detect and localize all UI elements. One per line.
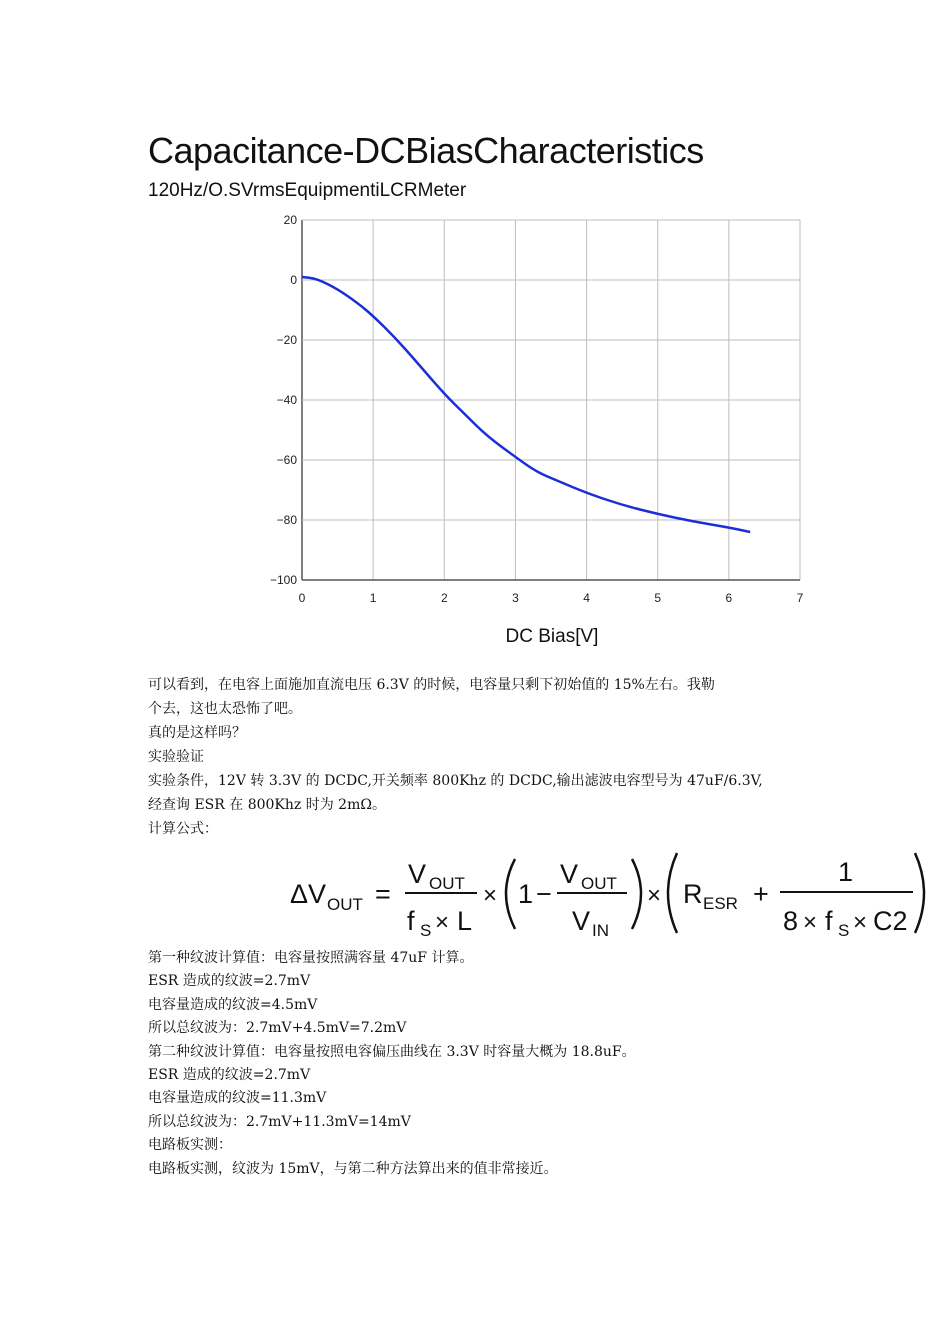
formula-sub: OUT [581,874,617,893]
paragraph-calculation [148,947,828,1181]
chart-series [302,277,750,532]
formula-times: × [483,882,498,909]
page-title: Capacitance-DCBiasCharacteristics [148,130,704,171]
formula-one: 1 [518,879,534,909]
y-tick-label: 20 [283,213,297,227]
y-tick-label: −100 [269,573,297,587]
formula-times: × [647,882,662,909]
x-tick-label: 3 [512,591,519,605]
text-line: 可以看到，在电容上面施加直流电压 6.3V 的时候，电容量只剩下初始值的 15%左右。我勒 [148,677,715,693]
ripple-formula [285,845,930,940]
text-line: 电容量造成的纹波=11.3mV [148,1090,327,1107]
capacitance-dcbias-chart [255,210,815,650]
formula-eq: = [375,879,391,909]
formula-times: × [853,909,868,936]
chart-xlabel: DC Bias[V] [505,626,599,647]
x-tick-label: 2 [440,591,448,605]
y-tick-label: −60 [276,453,297,467]
text-line: ESR 造成的纹波=2.7mV [148,973,311,990]
y-tick-label: 0 [290,273,297,287]
x-tick-label: 5 [654,591,662,605]
formula-sub: S [420,921,432,940]
x-tick-label: 1 [369,591,377,605]
x-tick-label: 4 [583,591,590,605]
text-line: 第一种纹波计算值：电容量按照满容量 47uF 计算。 [148,950,474,966]
y-tick-label: −20 [276,333,297,347]
formula-sub: ESR [703,894,738,913]
formula-v: V [560,859,579,889]
formula-v: V [572,906,591,936]
formula-minus: − [536,879,552,909]
text-line: 所以总纹波为：2.7mV+4.5mV=7.2mV [148,1020,407,1037]
text-line: 第二种纹波计算值：电容量按照电容偏压曲线在 3.3V 时容量大概为 18.8uF。 [148,1043,636,1060]
text-line: 个去，这也太恐怖了吧。 [148,701,302,717]
text-line: 真的是这样吗？ [148,725,246,741]
x-tick-label: 0 [298,591,306,605]
formula-times: × [803,909,818,936]
text-line: 经查询 ESR 在 800Khz 时为 2mΩ。 [148,797,386,813]
formula-eight: 8 [783,906,799,936]
text-line: 实验条件，12V 转 3.3V 的 DCDC,开关频率 800Khz 的 DCDC,输出滤波电容型号为 47uF/6.3V, [148,773,763,789]
formula-sub: S [838,921,850,940]
series-line [302,277,750,532]
x-tick-label: 6 [725,591,733,605]
formula-one: 1 [838,857,854,887]
formula-r: R [683,879,703,909]
formula-sub: OUT [327,895,363,914]
formula-sub: OUT [429,874,465,893]
text-line: 计算公式： [148,821,218,837]
formula-times: × [435,909,450,936]
formula-l: L [457,906,473,936]
section-heading: 实验验证 [148,749,204,765]
text-line: 电容量造成的纹波=4.5mV [148,996,318,1013]
chart-ticks [270,213,804,605]
y-tick-label: −40 [276,393,297,407]
text-line: ESR 造成的纹波=2.7mV [148,1067,311,1084]
text-line: 电路板实测，纹波为 15mV，与第二种方法算出来的值非常接近。 [148,1160,558,1177]
formula-v: V [408,859,427,889]
y-tick-label: −80 [276,513,297,527]
formula-f: f [825,906,833,936]
formula-delta-v: ΔV [290,879,327,909]
formula-sub: IN [592,921,609,940]
formula-c2: C2 [873,906,908,936]
text-line: 电路板实测： [148,1137,232,1154]
page-subtitle: 120Hz/O.SVrmsEquipmentiLCRMeter [148,180,467,201]
x-tick-label: 7 [796,591,804,605]
paragraph-observation [148,673,828,841]
formula-plus: + [753,879,769,909]
text-line: 所以总纹波为：2.7mV+11.3mV=14mV [148,1113,411,1130]
formula-f: f [407,906,415,936]
